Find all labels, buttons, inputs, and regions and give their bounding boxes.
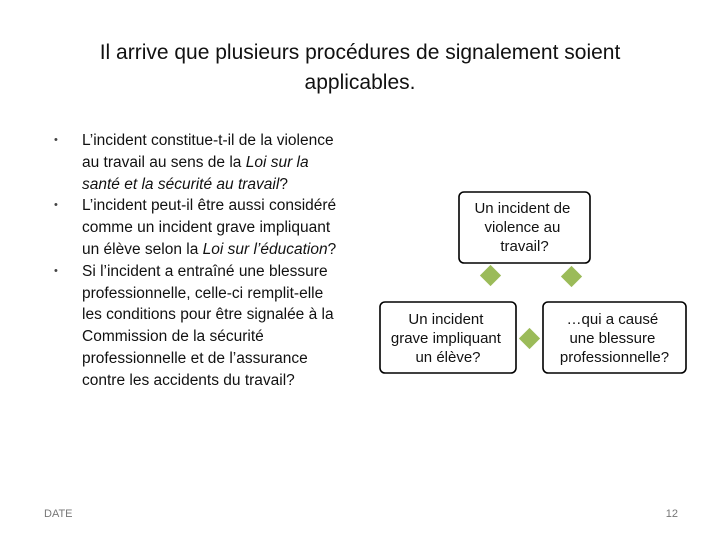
bullet-text: L’incident constitue-t-il de la violence au travail au sens de la — [82, 132, 334, 171]
left-box-line-3: un élève? — [415, 349, 481, 366]
right-box — [543, 302, 686, 373]
bullet-dot: • — [54, 134, 58, 146]
bullet-text: L’incident peut-il être aussi considéré comme un incident grave impliquant un élève selon la — [82, 197, 337, 258]
top-box — [459, 192, 590, 263]
right-box-line-3: professionnelle? — [559, 349, 670, 366]
left-box-line-2: grave impliquant — [390, 330, 501, 347]
bullet-text: Loi sur la santé et la sécurité au travail — [82, 153, 309, 193]
slide-title: Il arrive que plusieurs procédures de signalement soient applicables. — [99, 41, 621, 94]
left-box-line-1: Un incident — [408, 311, 484, 328]
bullet-dot: • — [54, 264, 58, 277]
top-box-line-2: violence au — [484, 219, 561, 236]
right-box-line-2: une blessure — [569, 330, 656, 347]
bullet-text: Si l’incident a entraîné une blessure professionnelle, celle-ci remplit-elle les conditions pour être signalée à la Commission de la sécurité professionnelle et de l’assurance contre les accidents du travail? — [82, 262, 334, 389]
connector-top-left — [480, 265, 501, 286]
connector-bottom — [519, 328, 540, 349]
footer-date: DATE — [44, 508, 73, 520]
bullet-dot: • — [54, 199, 58, 212]
bullet-list — [44, 130, 344, 392]
cycle-diagram — [370, 185, 690, 380]
bullet-item — [44, 130, 344, 195]
bullet-item — [44, 261, 344, 392]
top-box-line-1: Un incident de — [474, 200, 571, 217]
bullet-text: ? — [327, 240, 337, 258]
left-box — [380, 302, 516, 373]
top-box-line-3: travail? — [500, 238, 549, 255]
bullet-text: ? — [279, 175, 288, 193]
page-number: 12 — [665, 508, 678, 520]
connector-top-right — [561, 266, 582, 287]
bullet-item — [44, 195, 344, 260]
svg-text:…qui a causé une blessur — [560, 311, 669, 366]
bullet-text: Loi sur l’éducation — [202, 240, 328, 258]
right-box-line-1: …qui a causé — [566, 311, 659, 328]
